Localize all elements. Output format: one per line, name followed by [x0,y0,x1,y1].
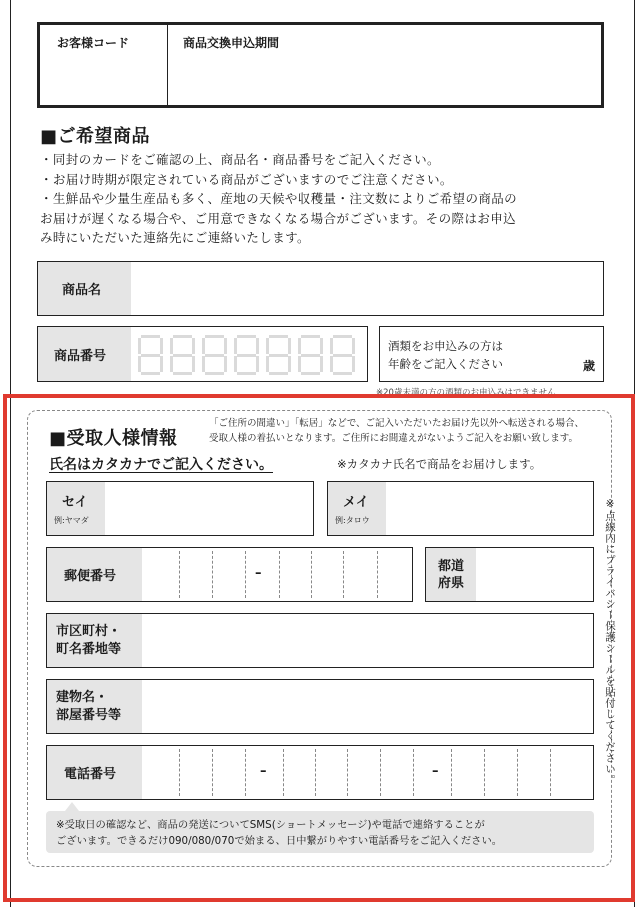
sei-label-block [47,482,105,535]
digit-segment [333,335,352,338]
mei-label: メイ [343,495,369,510]
digit-divider [380,749,381,796]
digit-segment [301,372,320,375]
digit-segment [141,354,160,357]
digit-segment [234,356,237,372]
digit-segment [269,354,288,357]
digit-divider [179,749,180,796]
digit-segment [141,372,160,375]
exchange-period-label: 商品交換申込期間 [183,36,280,50]
sms-note [46,811,594,853]
digit-segment [352,338,355,354]
digit-segment [266,338,269,354]
city-address-field[interactable] [46,613,594,668]
age-field[interactable] [379,326,604,382]
phone-dash-2: – [432,764,439,779]
digit-divider [517,749,518,796]
wish-notes [40,150,620,248]
digit-guide [234,335,259,375]
city-label-line2: 町名番地等 [56,641,122,657]
prefecture-label-line1: 都道 [437,558,464,574]
digit-guide [202,335,227,375]
phone-label: 電話番号 [47,746,142,799]
digit-divider [413,749,414,796]
digit-divider [212,749,213,796]
building-label-line2: 部屋番号等 [56,707,122,723]
digit-segment [269,335,288,338]
digit-segment [301,354,320,357]
digit-segment [173,335,192,338]
digit-segment [298,338,301,354]
building-label [47,680,142,733]
recipient-section-title: ■受取人様情報 [49,428,178,449]
digit-segment [138,356,141,372]
digit-segment [205,372,224,375]
note-line: ・お届け時期が限定されている商品がございますのでご注意ください。 [40,171,453,187]
digit-segment [202,338,205,354]
wish-section-title: ■ご希望商品 [40,126,151,147]
prefecture-label [426,548,476,601]
note-line: お届けが遅くなる場合や、ご用意できなくなる場合がございます。その際はお申込 [40,210,517,226]
forwarding-notice [209,416,609,446]
postal-code-field[interactable] [46,547,413,602]
digit-segment [205,335,224,338]
digit-guide [298,335,323,375]
product-name-field[interactable] [37,261,604,316]
digit-segment [141,335,160,338]
digit-divider [377,551,378,598]
digit-segment [288,338,291,354]
digit-divider [315,749,316,796]
digit-segment [202,356,205,372]
digit-segment [192,338,195,354]
digit-guide [330,335,355,375]
phone-field[interactable] [46,745,594,800]
note-line: ・生鮮品や少量生産品も多く、産地の天候や収穫量・注文数によりご希望の商品の [40,191,518,206]
age-unit: 歳 [582,359,595,373]
product-name-label: 商品名 [38,262,131,315]
digit-segment [333,372,352,375]
mei-field[interactable] [327,481,594,536]
digit-segment [234,338,237,354]
sei-field[interactable] [46,481,314,536]
digit-segment [192,356,195,372]
digit-segment [288,356,291,372]
postal-code-label: 郵便番号 [47,548,142,601]
katakana-instruction: 氏名はカタカナでご記入ください。 [49,457,273,473]
digit-divider [212,551,213,598]
digit-segment [330,338,333,354]
digit-segment [330,356,333,372]
digit-guide [138,335,163,375]
digit-segment [320,356,323,372]
privacy-seal-note: ※点線内にプライバシー保護シールを貼付してください。 [604,498,616,786]
digit-segment [269,372,288,375]
digit-divider [179,551,180,598]
digit-divider [550,749,551,796]
prefecture-field[interactable] [425,547,594,602]
sei-label: セイ [62,495,88,510]
digit-guide [266,335,291,375]
city-address-label [47,614,142,667]
digit-segment [237,335,256,338]
alcohol-cut-note: ※20歳未満の方の酒類のお申込みはできません [376,388,556,398]
digit-guide [170,335,195,375]
building-label-line1: 建物名・ [56,689,109,705]
mei-example: 例:タロウ [335,516,370,525]
product-number-field[interactable] [37,326,368,382]
digit-divider [245,551,246,598]
digit-segment [256,338,259,354]
digit-segment [301,335,320,338]
city-label-line1: 市区町村・ [56,623,122,639]
digit-divider [311,551,312,598]
sms-note-line2: ございます。できるだけ090/080/070で始まる、日中繋がりやすい電話番号をご記入ください。 [56,835,503,847]
digit-segment [237,372,256,375]
customer-code-box [37,22,604,108]
digit-divider [283,749,284,796]
digit-divider [343,551,344,598]
digit-segment [256,356,259,372]
digit-segment [224,338,227,354]
notice-line1: 「ご住所の間違い」「転居」などで、ご記入いただいたお届け先以外へ転送される場合、 [209,418,585,429]
digit-divider [347,749,348,796]
digit-segment [266,356,269,372]
mei-label-block [328,482,386,535]
building-field[interactable] [46,679,594,734]
product-number-label: 商品番号 [38,327,131,381]
digit-segment [333,354,352,357]
digit-segment [173,354,192,357]
header-divider [167,25,168,105]
digit-segment [173,372,192,375]
note-pointer [65,802,79,811]
digit-segment [352,356,355,372]
digit-segment [298,356,301,372]
postal-dash: – [255,566,262,581]
note-line: ・同封のカードをご確認の上、商品名・商品番号をご記入ください。 [40,152,440,167]
digit-divider [245,749,246,796]
alcohol-note-line1: 酒類をお申込みの方は [388,339,503,353]
digit-segment [170,338,173,354]
digit-segment [160,356,163,372]
digit-segment [170,356,173,372]
katakana-note: ※カタカナ氏名で商品をお届けします。 [337,457,542,471]
phone-dash-1: – [260,764,267,779]
note-line: み時にいただいた連絡先にご連絡いたします。 [40,230,310,245]
digit-segment [138,338,141,354]
alcohol-note-line2: 年齢をご記入ください [388,357,503,371]
alcohol-note [388,337,503,373]
digit-segment [320,338,323,354]
prefecture-label-line2: 府県 [437,575,464,591]
sms-note-line1: ※受取日の確認など、商品の発送についてSMS(ショートメッセージ)や電話で連絡することが [56,819,485,831]
sei-example: 例:ヤマダ [54,516,89,525]
digit-segment [224,356,227,372]
customer-code-label: お客様コード [57,36,130,50]
notice-line2: 受取人様の着払いとなります。ご住所にお間違えがないようご記入をお願い致します。 [209,433,578,444]
digit-segment [205,354,224,357]
digit-divider [484,749,485,796]
digit-divider [279,551,280,598]
digit-segment [237,354,256,357]
digit-segment [160,338,163,354]
digit-divider [451,749,452,796]
